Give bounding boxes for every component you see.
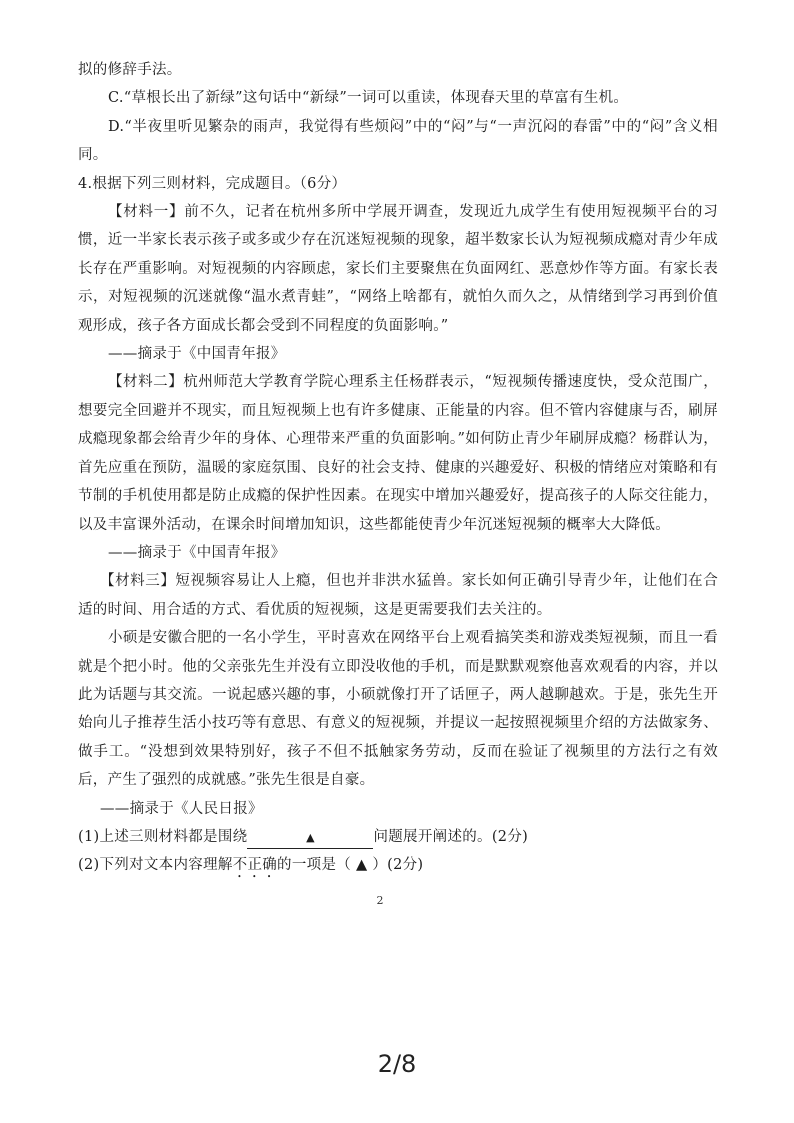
option-c: C.“草根长出了新绿”这句话中“新绿”一词可以重读，体现春天里的草富有生机。 bbox=[108, 90, 629, 107]
sub-question-1-suffix: 问题展开阐述的。(2分) bbox=[373, 828, 529, 845]
material-3-text-2: 小硕是安徽合肥的一名小学生，平时喜欢在网络平台上观看搞笑类和游戏类短视频，而且一看就是个把小时。他的父亲张先生并没有立即没收他的手机，而是默默观察他喜欢观看的内容，并以此为话题与其交流。一说起感兴趣的事，小硕就像打开了话匣子，两人越聊越欢。于是，张先生开始向儿子推荐生活小技巧等有意思、有意义的短视频，并提议一起按照视频里介绍的方法做家务、做手工。“没想到效果特别好，孩子不但不抵触家务劳动，反而在验证了视频里的方法行之有效后，产生了强烈的成就感。”张先生很是自豪。 bbox=[78, 630, 718, 789]
sub-question-1-prefix: (1)上述三则材料都是围绕 bbox=[78, 828, 248, 845]
sub-question-1 bbox=[78, 823, 718, 851]
scanned-page-content bbox=[78, 56, 718, 881]
page-number: 2 bbox=[376, 894, 384, 907]
sub-question-2 bbox=[78, 851, 718, 881]
question-4-heading: 4.根据下列三则材料，完成题目。（6分） bbox=[78, 175, 347, 192]
page-counter: 2/8 bbox=[377, 1050, 417, 1078]
answer-marker-triangle: ▲ bbox=[306, 830, 315, 844]
material-1-source: ——摘录于《中国青年报》 bbox=[108, 346, 286, 363]
emphasized-not-correct: 不正确 bbox=[232, 857, 278, 874]
option-d: D.“半夜里听见繁杂的雨声，我觉得有些烦闷”中的“闷”与“一声沉闷的春雷”中的“闷”含义相同。 bbox=[78, 118, 718, 164]
material-3-source: ——摘录于《人民日报》 bbox=[100, 800, 263, 817]
sub-question-2-suffix: 的一项是（ ▲ ）(2分) bbox=[277, 857, 424, 874]
answer-blank[interactable] bbox=[247, 827, 373, 849]
sub-question-2-prefix: (2)下列对文本内容理解 bbox=[78, 857, 233, 874]
material-2-text: 【材料二】杭州师范大学教育学院心理系主任杨群表示，“短视频传播速度快，受众范围广，想要完全回避并不现实，而且短视频上也有许多健康、正能量的内容。但不管内容健康与否，刷屏成瘾现象都会给青少年的身体、心理带来严重的负面影响。”如何防止青少年刷屏成瘾？杨群认为，首先应重在预防，温暖的家庭氛围、良好的社会支持、健康的兴趣爱好、积极的情绪应对策略和有节制的手机使用都是防止成瘾的保护性因素。在现实中增加兴趣爱好，提高孩子的人际交往能力，以及丰富课外活动，在课余时间增加知识，这些都能使青少年沉迷短视频的概率大大降低。 bbox=[78, 374, 718, 533]
material-1-text: 【材料一】前不久，记者在杭州多所中学展开调查，发现近九成学生有使用短视频平台的习惯，近一半家长表示孩子或多或少存在沉迷短视频的现象，超半数家长认为短视频成瘾对青少年成长存在严重影响。对短视频的内容顾虑，家长们主要聚焦在负面网红、恶意炒作等方面。有家长表示，对短视频的沉迷就像“温水煮青蛙”，“网络上啥都有，就怕久而久之，从情绪到学习再到价值观形成，孩子各方面成长都会受到不同程度的负面影响。” bbox=[78, 204, 718, 334]
material-3-text-1: 【材料三】短视频容易让人上瘾，但也并非洪水猛兽。家长如何正确引导青少年，让他们在合适的时间、用合适的方式、看优质的短视频，这是更需要我们去关注的。 bbox=[78, 573, 718, 618]
material-2-source: ——摘录于《中国青年报》 bbox=[108, 544, 286, 561]
text-line-1: 拟的修辞手法。 bbox=[78, 62, 182, 78]
